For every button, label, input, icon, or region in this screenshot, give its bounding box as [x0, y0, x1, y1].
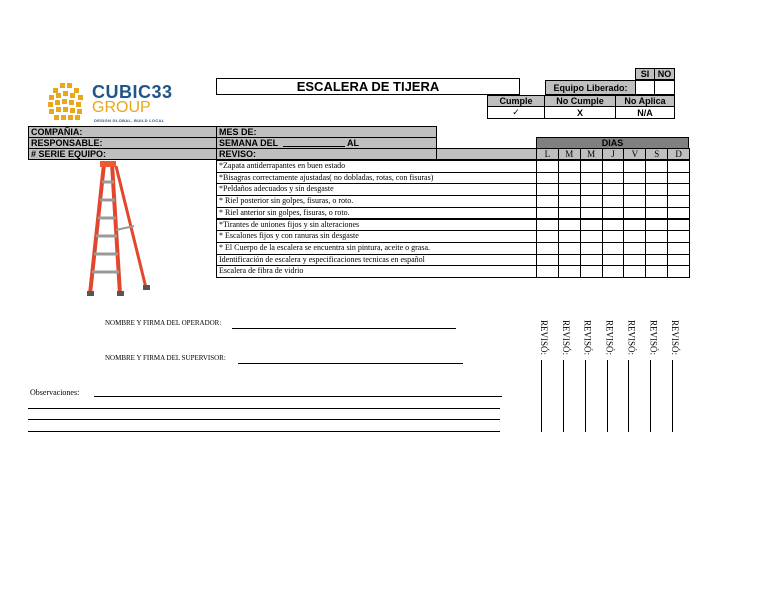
day-header: V — [623, 148, 646, 160]
reviso-vertical-label: REVISÓ: — [560, 320, 571, 356]
equipo-liberado-si-box[interactable] — [635, 80, 655, 95]
day-check-cell[interactable] — [602, 265, 625, 278]
observaciones-line-4[interactable] — [28, 431, 500, 432]
reviso-signature-line[interactable] — [563, 360, 564, 432]
legend-cumple-value: ✓ — [487, 106, 545, 119]
checklist-item: * Escalones fijos y con ranuras sin desgaste — [216, 230, 537, 243]
step-ladder-icon — [82, 160, 154, 298]
checklist — [216, 160, 537, 277]
legend-no-cumple-header: No Cumple — [544, 95, 616, 107]
observaciones-line-2[interactable] — [28, 408, 500, 409]
day-header: M — [558, 148, 581, 160]
day-check-cell[interactable] — [645, 265, 668, 278]
semana-al-label: AL — [347, 138, 359, 148]
dias-header: DIAS — [536, 137, 689, 149]
legend-no-aplica-header: No Aplica — [615, 95, 675, 107]
supervisor-signature-line[interactable] — [238, 363, 463, 364]
serie-equipo-field[interactable]: # SERIE EQUIPO: — [28, 148, 217, 160]
day-check-cell[interactable] — [580, 265, 603, 278]
day-check-cell[interactable] — [623, 265, 646, 278]
legend-no-cumple-value: X — [544, 106, 616, 119]
reviso-vertical-label: REVISÓ: — [539, 320, 549, 356]
logo-name-line2: GROUP — [92, 99, 151, 116]
equipo-liberado-label: Equipo Liberado: — [545, 80, 636, 95]
semana-blank-line — [283, 146, 345, 147]
no-header: NO — [654, 68, 675, 80]
si-header: SI — [635, 68, 655, 80]
legend-cumple-header: Cumple — [487, 95, 545, 107]
day-header: D — [667, 148, 690, 160]
reviso-signature-line[interactable] — [672, 360, 673, 432]
reviso-vertical-label: REVISÓ: — [582, 320, 593, 356]
day-check-cell[interactable] — [558, 265, 581, 278]
checklist-item: *Peldaños adecuados y sin desgaste — [216, 183, 537, 196]
checklist-item: *Bisagras correctamente ajustadas( no dobladas, rotas, con fisuras) — [216, 172, 537, 185]
reviso-vertical-label: REVISÓ: — [626, 320, 637, 356]
form-title-box — [216, 78, 520, 95]
semana-label: SEMANA DEL — [219, 138, 279, 148]
checklist-item: *Zapata antiderrapantes en buen estado — [216, 160, 537, 173]
form-title: ESCALERA DE TIJERA — [296, 79, 440, 94]
day-header: J — [602, 148, 625, 160]
checklist-item: *Tirantes de uniones fijos y sin alteraciones — [216, 219, 537, 232]
reviso-vertical-label: REVISÓ: — [604, 320, 615, 356]
legend-no-aplica-value: N/A — [615, 106, 675, 119]
logo-mark-icon — [46, 82, 88, 124]
reviso-vertical-label: REVISÓ: — [670, 320, 681, 356]
reviso-columns — [536, 320, 689, 434]
reviso-field[interactable]: REVISO: — [216, 148, 437, 160]
reviso-signature-line[interactable] — [541, 360, 542, 432]
checklist-item: Escalera de fibra de vidrio — [216, 265, 537, 278]
reviso-signature-line[interactable] — [650, 360, 651, 432]
reviso-signature-line[interactable] — [585, 360, 586, 432]
reviso-signature-line[interactable] — [628, 360, 629, 432]
checklist-item: * El Cuerpo de la escalera se encuentra sin pintura, aceite o grasa. — [216, 242, 537, 255]
compania-field[interactable]: COMPAÑIA: — [28, 126, 217, 138]
day-check-cell[interactable] — [536, 265, 559, 278]
mes-field[interactable]: MES DE: — [216, 126, 437, 138]
equipo-liberado-no-box[interactable] — [654, 80, 675, 95]
company-logo — [46, 80, 186, 126]
responsable-field[interactable]: RESPONSABLE: — [28, 137, 217, 149]
checklist-item: Identificación de escalera y especificaciones tecnicas en español — [216, 254, 537, 267]
day-check-cell[interactable] — [667, 265, 690, 278]
day-header: L — [536, 148, 559, 160]
checklist-item: * Riel posterior sin golpes, fisuras, o roto. — [216, 195, 537, 208]
observaciones-line-3[interactable] — [28, 419, 500, 420]
ladder-image — [82, 160, 154, 298]
operador-signature-line[interactable] — [232, 328, 456, 329]
reviso-signature-line[interactable] — [607, 360, 608, 432]
day-header: M — [580, 148, 603, 160]
supervisor-label: NOMBRE Y FIRMA DEL SUPERVISOR: — [105, 354, 226, 362]
days-grid — [536, 148, 689, 277]
reviso-extension — [436, 148, 537, 160]
logo-name-line1: CUBIC33 — [92, 82, 173, 102]
checklist-item: * Riel anterior sin golpes, fisuras, o roto. — [216, 207, 537, 220]
reviso-vertical-label: REVISÓ: — [648, 320, 659, 356]
logo-tagline: DESIGN GLOBAL, BUILD LOCAL — [94, 118, 165, 123]
observaciones-line-1[interactable] — [94, 396, 502, 397]
operador-label: NOMBRE Y FIRMA DEL OPERADOR: — [105, 319, 222, 327]
day-header: S — [645, 148, 668, 160]
observaciones-label: Observaciones: — [30, 388, 80, 397]
